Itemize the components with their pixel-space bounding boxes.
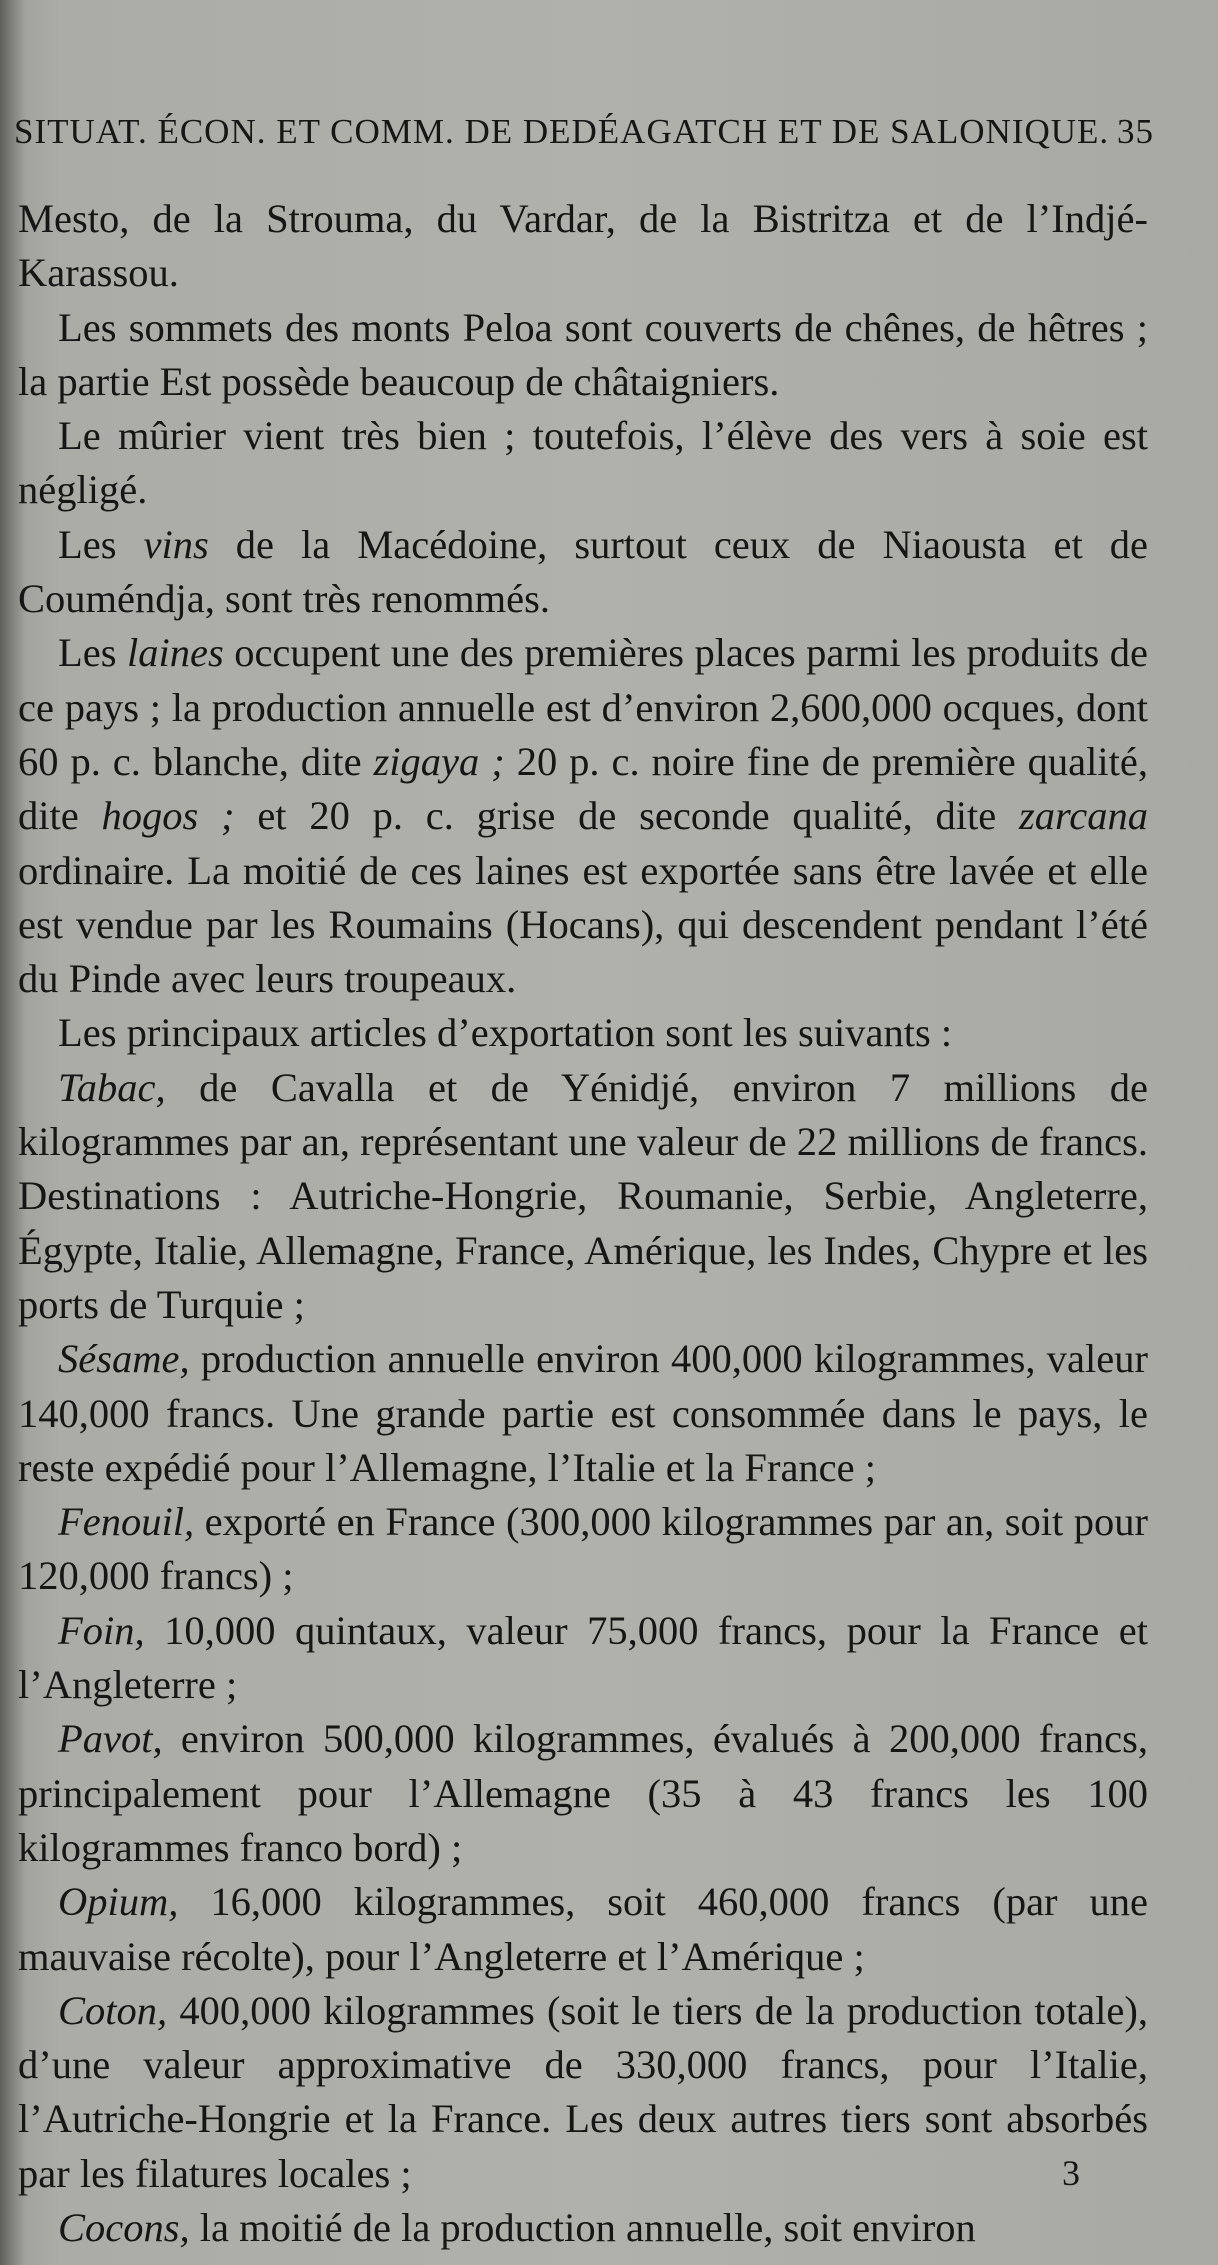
text-run: 16,000 kilogrammes, soit 460,000 francs (par une mauvaise récolte), pour l’Angleterre et l’Amérique ;	[18, 1879, 1148, 1979]
text-run: Les sommets des monts Peloa sont couverts de chênes, de hêtres ; la partie Est possède beaucoup de châtaigniers.	[18, 304, 1148, 404]
italic-term: zarcana	[1019, 793, 1148, 839]
text-run: et 20 p. c. grise de seconde qualité, dite	[234, 793, 1019, 839]
italic-term: Sésame,	[58, 1336, 190, 1382]
body-text	[18, 192, 1148, 2255]
text-run: Les	[58, 521, 144, 567]
text-run: Les principaux articles d’exportation sont les suivants :	[58, 1010, 953, 1056]
italic-term: Pavot,	[58, 1716, 163, 1762]
italic-term: Tabac,	[58, 1064, 166, 1110]
italic-term: Coton,	[58, 1987, 168, 2033]
text-run: environ 500,000 kilogrammes, évalués à 200,000 francs, principalement pour l’Allemagne (35 à 43 francs les 100 kilogrammes franco bord) ;	[18, 1716, 1148, 1870]
paragraph	[18, 301, 1148, 410]
text-run: 400,000 kilogrammes (soit le tiers de la production totale), d’une valeur approximative de 330,000 francs, pour l’Italie, l’Autriche-Hongrie et la France. Les deux autres tiers sont absorbés par les filatures locales ;	[18, 1987, 1148, 2196]
paragraph	[18, 1495, 1148, 1604]
signature-mark: 3	[1062, 2153, 1080, 2193]
text-run: de la Macédoine, surtout ceux de Niaousta et de Couméndja, sont très renommés.	[18, 521, 1148, 622]
paragraph	[18, 1332, 1148, 1495]
running-head	[14, 112, 1154, 152]
paragraph	[18, 1712, 1148, 1875]
paragraph	[18, 1006, 1148, 1060]
italic-term: Cocons,	[58, 2204, 190, 2250]
paragraph	[18, 2201, 1148, 2255]
italic-term: Opium,	[58, 1879, 179, 1925]
italic-term: laines	[126, 630, 224, 676]
paragraph	[18, 626, 1148, 1006]
paragraph	[18, 1604, 1148, 1713]
text-run: Les	[58, 630, 127, 676]
paragraph	[18, 1875, 1148, 1984]
text-run: production annuelle environ 400,000 kilogrammes, valeur 140,000 francs. Une grande partie est consommée dans le pays, le reste expédié pour l’Allemagne, l’Italie et la France ;	[18, 1336, 1148, 1490]
text-run: 10,000 quintaux, valeur 75,000 francs, pour la France et l’Angleterre ;	[18, 1607, 1148, 1708]
text-run: 20 p. c. noire fine de première qualité, dite	[18, 738, 1148, 839]
text-run: Le mûrier vient très bien ; toutefois, l’élève des vers à soie est négligé.	[18, 413, 1148, 513]
text-run: de Cavalla et de Yénidjé, environ 7 millions de kilogrammes par an, représentant une valeur de 22 millions de francs. Destinations : Autriche-Hongrie, Roumanie, Serbie, Angleterre, Égypte, Italie, Allemagne, France, Amérique, les Indes, Chypre et les ports de Turquie ;	[18, 1064, 1148, 1327]
paragraph	[18, 518, 1148, 627]
italic-term: Foin,	[58, 1607, 145, 1653]
text-run: la moitié de la production annuelle, soit environ	[189, 2204, 976, 2250]
page-number: 35	[1117, 112, 1154, 151]
paragraph	[18, 1984, 1148, 2201]
text-run: Mesto, de la Strouma, du Vardar, de la Bistritza et de l’Indjé-Karassou.	[18, 196, 1148, 296]
italic-term: zigaya ;	[373, 738, 505, 784]
running-title: SITUAT. ÉCON. ET COMM. DE DEDÉAGATCH ET DE SALONIQUE.	[14, 112, 1110, 151]
italic-term: hogos ;	[101, 793, 235, 839]
text-run: occupent une des premières places parmi les produits de ce pays ; la production annuelle est d’environ 2,600,000 ocques, dont 60 p. c. blanche, dite	[18, 630, 1148, 784]
paragraph	[18, 409, 1148, 518]
text-run: exporté en France (300,000 kilogrammes par an, soit pour 120,000 francs) ;	[18, 1499, 1148, 1599]
paragraph	[18, 1061, 1148, 1332]
text-run: ordinaire. La moitié de ces laines est exportée sans être lavée et elle est vendue par les Roumains (Hocans), qui descendent pendant l’été du Pinde avec leurs troupeaux.	[18, 847, 1148, 1002]
italic-term: vins	[143, 521, 209, 567]
paragraph	[18, 192, 1148, 301]
italic-term: Fenouil,	[58, 1499, 195, 1545]
